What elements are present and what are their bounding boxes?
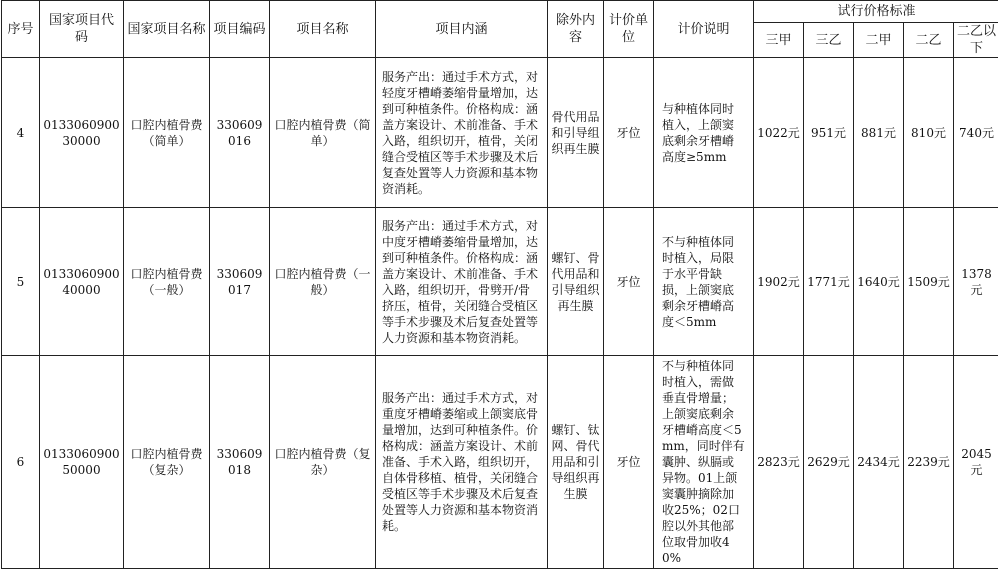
- header-price-group: 试行价格标准: [754, 1, 998, 23]
- header-unit: 计价单位: [604, 1, 654, 58]
- header-level-below-eryi: 二乙以下: [954, 23, 998, 58]
- header-row-1: [2, 1, 998, 23]
- cell-price-eryi: 810元: [904, 58, 954, 208]
- header-excluded: 除外内容: [548, 1, 604, 58]
- table-row: [2, 58, 998, 208]
- cell-price-below-eryi: 1378元: [954, 208, 998, 356]
- cell-unit: 牙位: [604, 356, 654, 569]
- cell-content: 服务产出：通过手术方式，对轻度牙槽嵴萎缩骨量增加，达到可种植条件。价格构成：涵盖方案设计、术前准备、手术入路，组织切开，植骨，关闭缝合受植区等手术步骤及术后复查处置等人力资源和基本物资消耗。: [376, 58, 548, 208]
- header-item-name: 项目名称: [270, 1, 376, 58]
- cell-national-name: 口腔内植骨费（一般）: [124, 208, 210, 356]
- cell-price-erjia: 881元: [854, 58, 904, 208]
- header-level-erjia: 二甲: [854, 23, 904, 58]
- cell-content: 服务产出：通过手术方式，对重度牙槽嵴萎缩或上颌窦底骨量增加，达到可种植条件。价格构成：涵盖方案设计、术前准备、手术入路，组织切开，自体骨移植、植骨，关闭缝合受植区等手术步骤及术后复查处置等人力资源和基本物资消耗。: [376, 356, 548, 569]
- cell-pricing-note: 与种植体同时植入，上颌窦底剩余牙槽嵴高度≥5mm: [654, 58, 754, 208]
- cell-price-below-eryi: 740元: [954, 58, 998, 208]
- header-national-name: 国家项目名称: [124, 1, 210, 58]
- cell-excluded: 螺钉、骨代用品和引导组织再生膜: [548, 208, 604, 356]
- cell-price-sanjia: 1022元: [754, 58, 804, 208]
- pricing-table: [1, 0, 998, 569]
- cell-price-sanyi: 2629元: [804, 356, 854, 569]
- header-level-eryi: 二乙: [904, 23, 954, 58]
- header-level-sanjia: 三甲: [754, 23, 804, 58]
- cell-price-sanyi: 951元: [804, 58, 854, 208]
- cell-price-sanyi: 1771元: [804, 208, 854, 356]
- table-row: [2, 356, 998, 569]
- header-item-code: 项目编码: [210, 1, 270, 58]
- cell-pricing-note: 不与种植体同时植入，需做垂直骨增量；上颌窦底剩余牙槽嵴高度＜5mm，同时伴有囊肿、纵膈或异物。01上颌窦囊肿摘除加收25%；02口腔以外其他部位取骨加收40%: [654, 356, 754, 569]
- cell-price-sanjia: 2823元: [754, 356, 804, 569]
- cell-seq: 6: [2, 356, 40, 569]
- cell-price-below-eryi: 2045元: [954, 356, 998, 569]
- cell-pricing-note: 不与种植体同时植入，局限于水平骨缺损，上颌窦底剩余牙槽嵴高度＜5mm: [654, 208, 754, 356]
- cell-item-name: 口腔内植骨费（复杂）: [270, 356, 376, 569]
- cell-national-name: 口腔内植骨费（复杂）: [124, 356, 210, 569]
- header-national-code: 国家项目代码: [40, 1, 124, 58]
- cell-national-code: 013306090050000: [40, 356, 124, 569]
- cell-item-code: 330609018: [210, 356, 270, 569]
- header-content: 项目内涵: [376, 1, 548, 58]
- cell-unit: 牙位: [604, 208, 654, 356]
- cell-price-eryi: 1509元: [904, 208, 954, 356]
- cell-excluded: 螺钉、钛网、骨代用品和引导组织再生膜: [548, 356, 604, 569]
- cell-price-erjia: 1640元: [854, 208, 904, 356]
- cell-seq: 4: [2, 58, 40, 208]
- cell-item-name: 口腔内植骨费（一般）: [270, 208, 376, 356]
- cell-national-code: 013306090040000: [40, 208, 124, 356]
- cell-item-name: 口腔内植骨费（简单）: [270, 58, 376, 208]
- header-seq: 序号: [2, 1, 40, 58]
- cell-excluded: 骨代用品和引导组织再生膜: [548, 58, 604, 208]
- cell-item-code: 330609016: [210, 58, 270, 208]
- cell-seq: 5: [2, 208, 40, 356]
- cell-unit: 牙位: [604, 58, 654, 208]
- cell-content: 服务产出：通过手术方式，对中度牙槽嵴萎缩骨量增加，达到可种植条件。价格构成：涵盖方案设计、术前准备、手术入路，组织切开，骨劈开/骨挤压，植骨，关闭缝合受植区等手术步骤及术后复查处置等人力资源和基本物资消耗。: [376, 208, 548, 356]
- cell-price-erjia: 2434元: [854, 356, 904, 569]
- cell-national-name: 口腔内植骨费（简单）: [124, 58, 210, 208]
- cell-price-eryi: 2239元: [904, 356, 954, 569]
- cell-item-code: 330609017: [210, 208, 270, 356]
- header-level-sanyi: 三乙: [804, 23, 854, 58]
- table-row: [2, 208, 998, 356]
- cell-national-code: 013306090030000: [40, 58, 124, 208]
- cell-price-sanjia: 1902元: [754, 208, 804, 356]
- header-pricing-note: 计价说明: [654, 1, 754, 58]
